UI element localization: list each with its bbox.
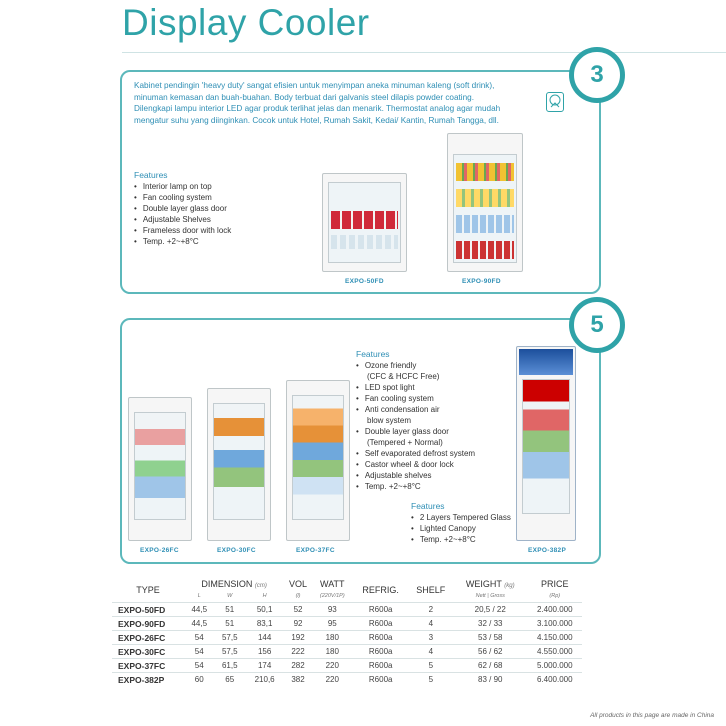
table-cell: 57,5 <box>215 645 246 659</box>
table-cell: 192 <box>284 631 312 645</box>
product-image-expo-37fc <box>286 380 350 541</box>
table-cell: 20,5 / 22 <box>453 603 528 617</box>
model-caption: EXPO-26FC <box>140 547 179 554</box>
table-cell: 5 <box>409 659 453 673</box>
feature-item: blow system <box>367 416 412 425</box>
cell-type: EXPO-30FC <box>112 645 184 659</box>
title-divider <box>122 52 726 53</box>
col-weight <box>453 578 528 590</box>
footnote: All products in this page are made in China <box>590 712 714 719</box>
feature-item: • 2 Layers Tempered Glass <box>411 512 511 523</box>
product-image-expo-50fd <box>322 173 407 272</box>
warranty-badge-3yr <box>572 50 622 100</box>
table-cell: 44,5 <box>184 617 215 631</box>
feature-item: (CFC & HCFC Free) <box>367 372 440 381</box>
feature-item: • Temp. +2~+8°C <box>356 481 475 492</box>
table-cell: 56 / 62 <box>453 645 528 659</box>
cell-type: EXPO-50FD <box>112 603 184 617</box>
table-cell: 93 <box>312 603 353 617</box>
table-cell: 222 <box>284 645 312 659</box>
table-row <box>112 603 582 617</box>
feature-item: • Ozone friendly <box>356 360 475 371</box>
table-cell: 5.000.000 <box>528 659 583 673</box>
col-vol: VOL <box>289 579 308 589</box>
table-cell: R600a <box>353 617 409 631</box>
table-cell: 144 <box>245 631 284 645</box>
table-cell: 4.550.000 <box>528 645 583 659</box>
table-cell: 83 / 90 <box>453 673 528 687</box>
table-cell: 51 <box>215 617 246 631</box>
features-block-1 <box>134 170 231 247</box>
table-cell: 4.150.000 <box>528 631 583 645</box>
shelf-bottles <box>331 235 398 249</box>
features-list <box>356 360 475 492</box>
sub-h: H <box>262 593 267 599</box>
table-row <box>112 673 582 687</box>
glass-door <box>453 154 517 263</box>
dimension-label: DIMENSION <box>201 579 253 589</box>
table-cell: R600a <box>353 631 409 645</box>
col-price: PRICE <box>540 579 569 589</box>
model-caption: EXPO-382P <box>528 547 567 554</box>
features-block-2 <box>356 349 475 492</box>
table-cell: 51 <box>215 603 246 617</box>
specifications-table <box>112 578 582 686</box>
table-cell: 174 <box>245 659 284 673</box>
table-cell: 62 / 68 <box>453 659 528 673</box>
col-dimension <box>184 578 284 590</box>
feature-item: • Temp. +2~+8°C <box>411 534 511 545</box>
features-block-3 <box>411 501 511 545</box>
table-cell: 54 <box>184 659 215 673</box>
feature-item: • Frameless door with lock <box>134 225 231 236</box>
table-cell: 6.400.000 <box>528 673 583 687</box>
feature-item: • Fan cooling system <box>134 192 231 203</box>
table-cell: 54 <box>184 645 215 659</box>
col-refrig: REFRIG. <box>362 585 399 595</box>
model-caption: EXPO-37FC <box>296 547 335 554</box>
feature-item: • Interior lamp on top <box>134 181 231 192</box>
feature-item: • Lighted Canopy <box>411 523 511 534</box>
product-description: Kabinet pendingin 'heavy duty' sangat efisien untuk menyimpan aneka minuman kaleng (soft drink), minuman kemasan dan buah-buahan. Body terbuat dari galvanis steel dilapis powder coating. Dilengkapi lampu interior LED agar produk terlihat jelas dan menarik. Thermostat analog agar mudah mengatur suhu yang diinginkan. Cocok untuk Hotel, Rumah Sakit, Kedai/ Kantin, Rumah Tangga, dll. <box>134 81 501 125</box>
table-row <box>112 659 582 673</box>
feature-item: • Adjustable shelves <box>356 470 475 481</box>
table-header-row <box>112 578 582 590</box>
glass-door <box>134 412 186 520</box>
table-body <box>112 603 582 687</box>
weight-unit: (kg) <box>504 583 515 589</box>
shelf-cans <box>456 189 514 207</box>
glass-door <box>292 395 344 520</box>
glass-door <box>328 182 401 263</box>
feature-item: • Fan cooling system <box>356 393 475 404</box>
warranty-badge-5yr <box>572 300 622 350</box>
col-watt: WATT <box>320 579 345 589</box>
col-shelf: SHELF <box>416 585 446 595</box>
features-list <box>411 512 511 545</box>
table-cell: 95 <box>312 617 353 631</box>
sub-l: L <box>197 593 201 599</box>
table-cell: 60 <box>184 673 215 687</box>
feature-item: • Double layer glass door <box>356 426 475 437</box>
table-cell: 50,1 <box>245 603 284 617</box>
table-cell: 53 / 58 <box>453 631 528 645</box>
table-row <box>112 617 582 631</box>
product-image-expo-90fd <box>447 133 523 272</box>
table-cell: 57,5 <box>215 631 246 645</box>
features-list <box>134 181 231 247</box>
table-row <box>112 645 582 659</box>
table-cell: R600a <box>353 603 409 617</box>
table-cell: 54 <box>184 631 215 645</box>
sub-price-unit: (Rp) <box>549 593 561 599</box>
model-caption: EXPO-30FC <box>217 547 256 554</box>
warranty-years: 5 <box>590 311 604 338</box>
table-cell: 282 <box>284 659 312 673</box>
table-cell: 4 <box>409 645 453 659</box>
shelf-cans <box>456 163 514 181</box>
table-cell: 2.400.000 <box>528 603 583 617</box>
feature-item: • Temp. +2~+8°C <box>134 236 231 247</box>
product-image-expo-382p <box>516 346 576 541</box>
table-cell: 4 <box>409 617 453 631</box>
features-heading: Features <box>356 349 390 359</box>
model-caption: EXPO-90FD <box>462 278 501 285</box>
features-heading: Features <box>411 501 445 511</box>
glass-door <box>213 403 265 520</box>
table-cell: 180 <box>312 631 353 645</box>
table-row <box>112 631 582 645</box>
sub-weight: Nett | Gross <box>475 593 505 599</box>
model-caption: EXPO-50FD <box>345 278 384 285</box>
feature-item: • Double layer glass door <box>134 203 231 214</box>
shelf-drinks <box>456 241 514 259</box>
table-cell: 52 <box>284 603 312 617</box>
table-cell: 2 <box>409 603 453 617</box>
table-cell: 92 <box>284 617 312 631</box>
table-cell: 210,6 <box>245 673 284 687</box>
cell-type: EXPO-90FD <box>112 617 184 631</box>
table-cell: 5 <box>409 673 453 687</box>
page-title: Display Cooler <box>122 2 370 43</box>
warranty-years: 3 <box>590 61 604 88</box>
table-cell: 61,5 <box>215 659 246 673</box>
col-type: TYPE <box>136 585 160 595</box>
table-cell: R600a <box>353 659 409 673</box>
cell-type: EXPO-37FC <box>112 659 184 673</box>
feature-item: • LED spot light <box>356 382 475 393</box>
table-cell: 3 <box>409 631 453 645</box>
table-cell: 3.100.000 <box>528 617 583 631</box>
feature-item: (Tempered + Normal) <box>367 438 443 447</box>
table-cell: 65 <box>215 673 246 687</box>
table-cell: 220 <box>312 659 353 673</box>
feature-item: • Adjustable Shelves <box>134 214 231 225</box>
table-cell: 156 <box>245 645 284 659</box>
shelf-bottles <box>456 215 514 233</box>
eco-friendly-icon <box>546 92 564 112</box>
cell-type: EXPO-26FC <box>112 631 184 645</box>
table-cell: 44,5 <box>184 603 215 617</box>
table-cell: 83,1 <box>245 617 284 631</box>
lighted-canopy <box>519 349 573 375</box>
feature-item: • Self evaporated defrost system <box>356 448 475 459</box>
dimension-unit: (cm) <box>254 583 267 589</box>
weight-label: WEIGHT <box>465 579 502 589</box>
table-cell: R600a <box>353 673 409 687</box>
table-cell: 180 <box>312 645 353 659</box>
table-cell: 382 <box>284 673 312 687</box>
table-cell: 32 / 33 <box>453 617 528 631</box>
sub-vol-unit: (l) <box>295 593 301 599</box>
table-cell: R600a <box>353 645 409 659</box>
shelf-drinks <box>331 211 398 229</box>
feature-item: • Castor wheel & door lock <box>356 459 475 470</box>
glass-door <box>522 379 570 514</box>
table-cell: 220 <box>312 673 353 687</box>
feature-item: • Anti condensation air <box>356 404 475 415</box>
features-heading: Features <box>134 170 168 180</box>
cell-type: EXPO-382P <box>112 673 184 687</box>
product-image-expo-26fc <box>128 397 192 541</box>
sub-w: W <box>227 593 233 599</box>
product-image-expo-30fc <box>207 388 271 541</box>
sub-watt-unit: (220V/1P) <box>319 593 345 599</box>
